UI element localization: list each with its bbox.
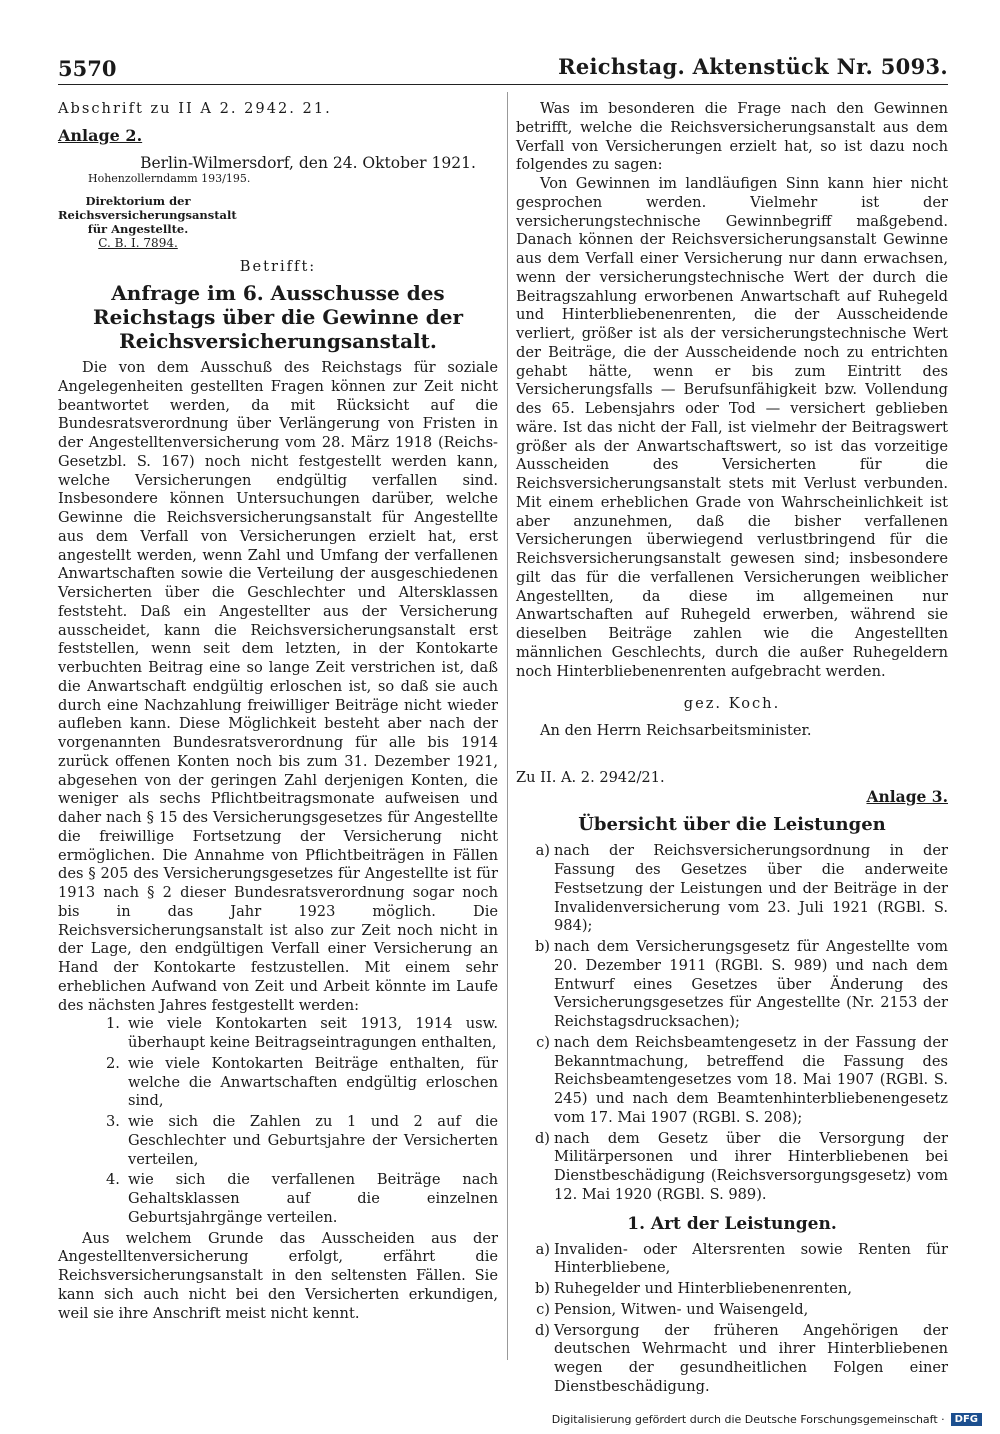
copy-reference: Abschrift zu II A 2. 2942. 21. [58, 100, 332, 117]
page-header [58, 54, 948, 85]
running-title: Reichstag. Aktenstück Nr. 5093. [558, 54, 948, 79]
right-column [516, 100, 948, 1395]
dfg-logo-icon: DFG [951, 1413, 982, 1426]
list-text: nach der Reichsversicherungsordnung in der Fassung des Gesetzes über die anderweite Festsetzung der Leistungen und der Beiträge in der Invalidenversicherung vom 23. Juli 1921 (RGBl. S. 984); [554, 842, 948, 935]
list-item [106, 1015, 498, 1053]
list-text: wie sich die Zahlen zu 1 und 2 auf die Geschlechter und Geburtsjahre der Versicherten verteilen, [128, 1113, 498, 1168]
section-1-heading: 1. Art der Leistungen. [627, 1213, 837, 1234]
list-text: nach dem Reichsbeamtengesetz in der Fassung der Bekanntmachung, betreffend die Fassung des Reichsbeamtengesetzes vom 18. Mai 1907 (RGBl. S. 245) und nach dem Beamtenhinterbliebenengesetz vom 17. Mai 1907 (RGBl. S. 208); [554, 1033, 948, 1126]
body-paragraph-4: Von Gewinnen im landläufigen Sinn kann hier nicht gesprochen werden. Vielmehr ist der versicherungstechnische Gewinnbegriff maßgebend. Danach können der Reichsversicherungsanstalt Gewinne aus dem Verfall einer Versicherung nur dann erwachsen, wenn der versicherungstechnische Wert der durch die Beitragszahlung erworbenen Anwartschaft auf Ruhegeld und Hinterbliebenenrenten, die der Ausscheidende verliert, größer ist als der versicherungstechnische Wert der Beiträge, die der Ausscheidende noch zu entrichten gehabt hätte, wenn er bis zum Eintritt des Versicherungsfalls — Berufsunfähigkeit bzw. Vollendung des 65. Lebensjahrs oder Tod — versichert geblieben wäre. Ist das nicht der Fall, ist vielmehr der Beitragswert größer als der Anwartschaftswert, so ist das vorzeitige Ausscheiden des Versicherten für die Reichsversicherungsanstalt stets mit Verlust verbunden. Mit einem erheblichen Grade von Wahrscheinlichkeit ist aber anzunehmen, daß die bisher verfallenen Versicherungen überwiegend verlustbringend für die Reichsversicherungsanstalt gewesen sind; insbesondere gilt das für die verfallenen Versicherungen weiblicher Angestellten, da diese im allgemeinen nur Anwartschaften auf Ruhegeld erwerben, während sie dieselben Beiträge zahlen wie die Angestellten männlichen Geschlechts, durch die außer Ruhegeldern noch Hinterbliebenenrenten aufgebracht werden. [516, 175, 948, 680]
list-marker: 2. [106, 1054, 120, 1072]
list-item [106, 1055, 498, 1111]
list-text: Versorgung der früheren Angehörigen der deutschen Wehrmacht und ihrer Hinterbliebenen wegen der gesundheitlichen Folgen einer Dienstbeschädigung. [554, 1321, 948, 1395]
sender-address: Hohenzollerndamm 193/195. [88, 172, 251, 186]
body-paragraph-2: Aus welchem Grunde das Ausscheiden aus der Angestelltenversicherung erfolgt, erfährt die Reichsversicherungsanstalt in den seltensten Fällen. Sie kann sich auch nicht bei den Versicherten erkundigen, weil sie ihre Anschrift meist nicht kennt. [58, 1229, 498, 1322]
body-paragraph-1: Die von dem Ausschuß des Reichstags für soziale Angelegenheiten gestellten Fragen können zur Zeit nicht beantwortet werden, da mit Rücksicht auf die Bundesratsverordnung über Verlängerung von Fristen in der Angestelltenversicherung vom 28. März 1918 (Reichs-Gesetzbl. S. 167) noch nicht festgestellt werden kann, welche Versicherungen endgültig verfallen sind. Insbesondere können Untersuchungen darüber, welche Gewinne die Reichsversicherungsanstalt für Angestellte aus dem Verfall von Versicherungen erzielt hat, erst angestellt werden, wenn Zahl und Umfang der verfallenen Anwartschaften sowie die Verteilung der ausgeschiedenen Versicherten über die Geschlechter und Altersklassen feststeht. Daß ein Angestellter aus der Versicherung ausscheidet, kann die Reichsversicherungsanstalt erst feststellen, wenn seit dem letzten, in der Kontokarte verbuchten Beitrag eine so lange Zeit verstrichen ist, daß die Anwartschaft endgültig erloschen ist, so daß sie auch durch eine Nachzahlung freiwilliger Beiträge nicht wieder aufleben kann. Diese Möglichkeit besteht aber nach der vorgenannten Bundesratsverordnung für alle bis 1914 zurück offenen Konten noch bis zum 31. Dezember 1921, abgesehen von der geringen Zahl derjenigen Konten, die weniger als sechs Pflichtbeitragsmonate aufweisen und daher nach § 15 des Versicherungsgesetzes für Angestellte die freiwillige Fortsetzung der Versicherung nicht ermöglichen. Die Annahme von Pflichtbeiträgen in Fällen des § 205 des Versicherungsgesetzes für Angestellte ist für 1913 nach § 2 dieser Bundesratsverordnung sogar noch bis in das Jahr 1923 möglich. Die Reichsversicherungsanstalt ist also zur Zeit noch nicht in der Lage, den endgültigen Verfall einer Versicherung an Hand der Kontokarte festzustellen. Mit einem sehr erheblichen Aufwand von Zeit und Arbeit könnte im Laufe des nächsten Jahres festgestellt werden: [58, 359, 498, 1014]
page-number: 5570 [58, 56, 117, 81]
list-marker: a) [535, 1240, 550, 1258]
list-text: Invaliden- oder Altersrenten sowie Renten für Hinterbliebene, [554, 1240, 948, 1277]
list-item [106, 1113, 498, 1169]
sender-line-2: Reichsversicherungsanstalt [58, 208, 237, 223]
question-list [58, 1015, 498, 1227]
list-marker: 1. [106, 1015, 120, 1033]
list-text: wie viele Kontokarten seit 1913, 1914 usw. überhaupt keine Beitragseintragungen enthalten, [128, 1015, 498, 1051]
list-marker: c) [536, 1033, 550, 1051]
list-text: wie sich die verfallenen Beiträge nach Gehaltsklassen auf die einzelnen Geburtsjahrgänge verteilen. [128, 1171, 498, 1226]
list-marker: b) [534, 1280, 550, 1297]
list-item [106, 1171, 498, 1227]
reference-2: Zu II. A. 2. 2942/21. [516, 768, 665, 786]
column-divider [507, 92, 508, 1360]
list-marker: d) [534, 1321, 550, 1339]
list-marker: a) [535, 842, 550, 860]
anlage-3-label: Anlage 3. [866, 786, 948, 806]
overview-title: Übersicht über die Leistungen [578, 814, 886, 836]
list-marker: c) [536, 1300, 550, 1318]
benefit-types-list [516, 1241, 948, 1397]
left-column [58, 100, 498, 1360]
list-text: Pension, Witwen- und Waisengeld, [554, 1300, 809, 1318]
footer-text: Digitalisierung gefördert durch die Deutsche Forschungsgemeinschaft · [551, 1413, 945, 1426]
subject-headline: Anfrage im 6. Ausschusse des Reichstags über die Gewinne der Reichsversicherungsanstalt. [93, 281, 463, 353]
list-text: Ruhegelder und Hinterbliebenenrenten, [554, 1280, 852, 1297]
list-marker: d) [534, 1129, 550, 1147]
list-item [516, 1301, 948, 1320]
list-item [516, 1130, 948, 1205]
addressee: An den Herrn Reichsarbeitsminister. [540, 722, 812, 739]
list-item [516, 938, 948, 1032]
sender-reference: C. B. I. 7894. [98, 236, 178, 251]
list-text: nach dem Versicherungsgesetz für Angestellte vom 20. Dezember 1911 (RGBl. S. 989) und nach dem Entwurf eines Gesetzes über Änderung des Versicherungsgesetzes für Angestellte (Nr. 2153 der Reichstagsdrucksachen); [554, 938, 948, 1030]
list-marker: 3. [106, 1113, 120, 1130]
sender-line-1: Direktorium der [85, 194, 191, 209]
digitization-footer [552, 1413, 982, 1426]
list-item [516, 1034, 948, 1128]
list-item [516, 842, 948, 936]
list-text: nach dem Gesetz über die Versorgung der Militärpersonen und ihrer Hinterbliebenen bei Dienstbeschädigung (Reichsversorgungsgesetz) vom 12. Mai 1920 (RGBl. S. 989). [554, 1129, 948, 1203]
place-date: Berlin-Wilmersdorf, den 24. Oktober 1921. [140, 153, 476, 172]
betrifft-label: Betrifft: [239, 258, 317, 276]
list-marker: 4. [106, 1171, 120, 1189]
list-marker: b) [534, 938, 550, 955]
list-text: wie viele Kontokarten Beiträge enthalten, für welche die Anwartschaften endgültig erloschen sind, [128, 1054, 498, 1110]
anlage-2-label: Anlage 2. [58, 125, 143, 145]
list-item [516, 1322, 948, 1397]
sender-line-3: für Angestellte. [87, 222, 189, 237]
signature: gez. Koch. [683, 695, 781, 713]
list-item [516, 1280, 948, 1299]
sender-block [58, 194, 237, 251]
body-paragraph-3: Was im besonderen die Frage nach den Gewinnen betrifft, welche die Reichsversicherungsanstalt aus dem Verfall von Versicherungen erzielt hat, so ist dazu noch folgendes zu sagen: [516, 100, 948, 174]
list-item [516, 1241, 948, 1279]
legal-basis-list [516, 842, 948, 1204]
